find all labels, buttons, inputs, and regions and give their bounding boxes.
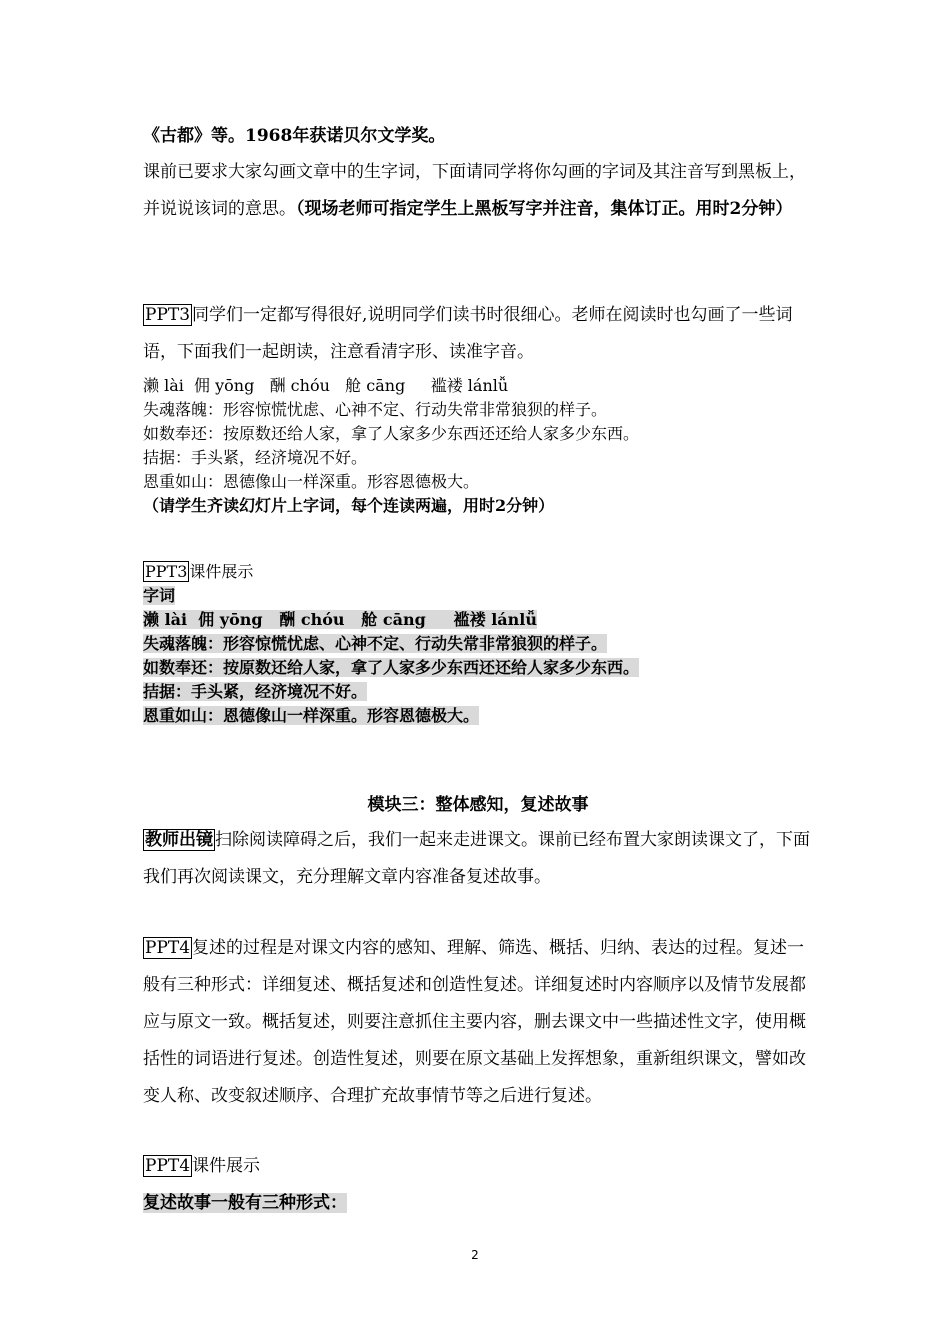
teacher-tag: 教师出镜 [145,830,213,850]
ppt4-courseware-line: PPT4 课件展示 [145,1156,261,1176]
slide-word-item: 如数奉还：按原数还给人家，拿了人家多少东西还还给人家多少东西。 [143,658,640,677]
paragraph-1: 《古都》等。1968年获诺贝尔文学奖。 [143,126,446,146]
paragraph-5: PPT4 复述的过程是对课文内容的感知、理解、筛选、概括、归纳、表达的过程。复述一般有三种形式：详细复述、概括复述和创造性复述。详细复述时内容顺序以及情节发展都应与原文一致。概括复述，则要注意抓住主要内容，删去课文中一些描述性文字，使用概括性的词语进行复述。创造性复述，则要在原文基础上发挥想象，重新组织课文，譬如改变人称、改变叙述顺序、合理扩充故事情节等之后进行复述。 [143,938,806,1106]
ppt4-tag: PPT4 [145,938,191,958]
paragraph-4: 教师出镜 扫除阅读障碍之后，我们一起来走进课文。课前已经布置大家朗读课文了，下面我们再次阅读课文，充分理解文章内容准备复述故事。 [143,830,810,887]
page-number: 2 [471,1248,479,1262]
ppt3-tag: PPT3 [145,305,191,325]
word-list [143,374,813,518]
module-3-heading: 模块三：整体感知，复述故事 [367,795,589,815]
slide-pinyin-line: 濑 lài 佣 yōng 酬 chóu 舱 cāng 褴褛 lánlǚ [143,610,537,629]
ppt4-tag: PPT4 [145,1156,191,1176]
slide-word-item: 失魂落魄：形容惊慌忧虑、心神不定、行动失常非常狼狈的样子。 [143,634,608,653]
slide-title: 字词 [143,586,176,605]
slide-words [143,560,813,728]
slide-word-item: 拮据：手头紧，经济境况不好。 [143,682,368,701]
reading-note: （请学生齐读幻灯片上字词，每个连读两遍，用时2分钟） [143,496,555,515]
ppt3-courseware-line: PPT3 课件展示 [145,562,254,581]
paragraph-3: PPT3 同学们一定都写得很好,说明同学们读书时很细心。老师在阅读时也勾画了一些词语，下面我们一起朗读，注意看清字形、读准字音。 [143,305,793,362]
ppt3-tag: PPT3 [145,562,188,581]
word-item: 恩重如山：恩德像山一样深重。形容恩德极大。 [143,472,480,491]
word-item: 拮据：手头紧，经济境况不好。 [143,448,368,467]
slide-retell-line: 复述故事一般有三种形式： [143,1193,347,1213]
word-item: 如数奉还：按原数还给人家，拿了人家多少东西还还给人家多少东西。 [143,424,640,443]
word-item: 失魂落魄：形容惊慌忧虑、心神不定、行动失常非常狼狈的样子。 [143,400,608,419]
pinyin-line: 濑 lài 佣 yōng 酬 chóu 舱 cāng 褴褛 lánlǚ [143,376,509,395]
paragraph-2: 课前已要求大家勾画文章中的生字词，下面请同学将你勾画的字词及其注音写到黑板上，并说说该词的意思。（现场老师可指定学生上黑板写字并注音，集体订正。用时2分钟） [143,162,806,219]
slide-word-item: 恩重如山：恩德像山一样深重。形容恩德极大。 [143,706,480,725]
